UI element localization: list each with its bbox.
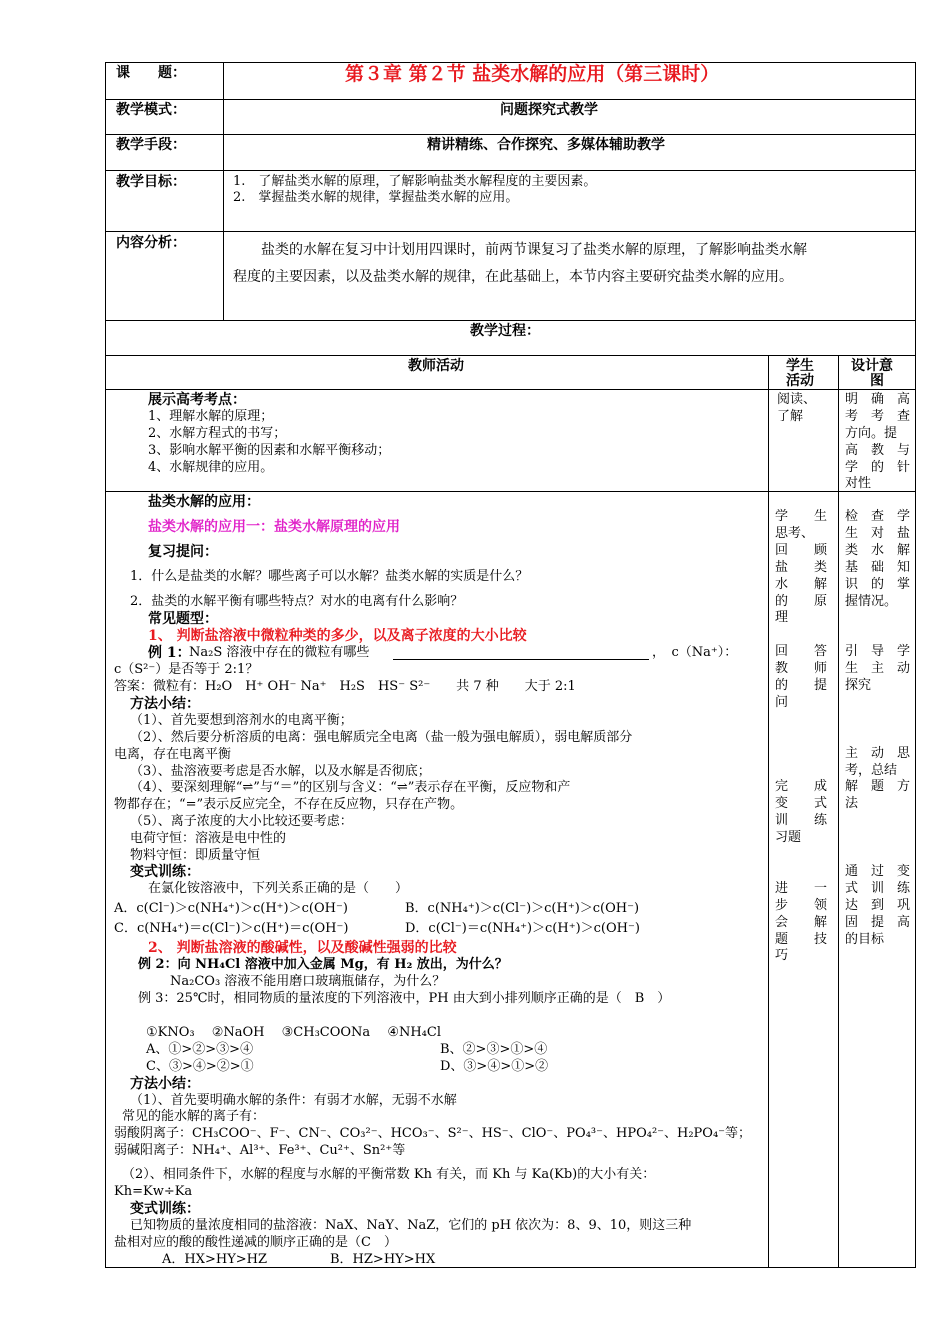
goal-item-2: 2. 掌握盐类水解的规律，掌握盐类水解的应用。 xyxy=(233,190,519,205)
method-3: （3）、盐溶液要考虑是否水解，以及水解是否彻底； xyxy=(130,764,431,779)
col-design-header-2: 图 xyxy=(870,373,884,389)
row2-design-intent-line: 生 对 盐 xyxy=(845,525,911,541)
means-label: 教学手段： xyxy=(116,137,186,153)
variant-training-title: 变式训练： xyxy=(130,864,200,880)
method-summary-title: 方法小结： xyxy=(130,696,200,712)
col-design-header-1: 设计意 xyxy=(851,358,893,374)
table-right-border xyxy=(915,62,916,1268)
row1-design-intent: 高 教 与 xyxy=(845,443,911,458)
row-divider xyxy=(105,170,916,171)
means-value: 精讲精练、合作探究、多媒体辅助教学 xyxy=(427,137,665,153)
row2-design-intent-line: 固 提 高 xyxy=(845,914,911,930)
row-divider xyxy=(105,491,916,492)
material-conservation: 物料守恒：即质量守恒 xyxy=(130,848,261,863)
row2-student-activity-line: 盐 类 xyxy=(775,559,828,575)
row2-student-activity-line: 水 解 xyxy=(775,576,828,592)
variant-1-option-a: A．c(Cl⁻)＞c(NH₄⁺)＞c(H⁺)＞c(OH⁻) xyxy=(114,901,348,916)
charge-conservation: 电荷守恒：溶液是电中性的 xyxy=(130,831,287,846)
example-2b: Na₂CO₃ 溶液不能用磨口玻璃瓶储存，为什么？ xyxy=(170,974,446,989)
col-student-header-2: 活动 xyxy=(786,373,814,389)
type-1-heading: 1、 判断盐溶液中微粒种类的多少，以及离子浓度的大小比较 xyxy=(148,628,527,644)
row2-design-intent-line: 基 础 知 xyxy=(845,559,911,575)
row2-design-intent-line: 探究 xyxy=(845,678,872,693)
row2-design-intent-line: 识 的 掌 xyxy=(845,576,911,592)
type-2-heading: 2、 判断盐溶液的酸碱性，以及酸碱性强弱的比较 xyxy=(148,940,457,956)
variant-1-option-b: B．c(NH₄⁺)＞c(Cl⁻)＞c(H⁺)＞c(OH⁻) xyxy=(405,901,640,916)
variant-2-option-b: B．HZ>HY>HX xyxy=(330,1252,436,1267)
example-3-option-d: D、③>④>①>② xyxy=(440,1059,549,1074)
variant-1-question: 在氯化铵溶液中，下列关系正确的是（ ） xyxy=(148,881,409,896)
example-2: 例 2：向 NH₄Cl 溶液中加入金属 Mg，有 H₂ 放出，为什么？ xyxy=(138,957,508,972)
mode-value: 问题探究式教学 xyxy=(500,102,598,118)
table-left-border xyxy=(105,62,106,1268)
row2-student-activity-line: 巧 xyxy=(775,948,789,964)
row2-student-activity-line: 变 式 xyxy=(775,796,828,812)
col-student-header-1: 学生 xyxy=(786,358,814,374)
example-3-option-a: A、①>②>③>④ xyxy=(146,1042,254,1057)
variant-training-2-title: 变式训练： xyxy=(130,1201,200,1217)
variant-2-question-2: 盐相对应的酸的酸性递减的顺序正确的是（C ） xyxy=(114,1235,397,1250)
lesson-title: 第３章 第２节 盐类水解的应用（第三课时） xyxy=(345,63,720,85)
row2-design-intent-line: 通 过 变 xyxy=(845,863,911,879)
mode-label: 教学模式： xyxy=(116,102,186,118)
col-teacher-header: 教师活动 xyxy=(408,358,464,374)
row1-design-intent: 明 确 高 xyxy=(845,392,911,407)
variant-1-option-d: D．c(Cl⁻)＝c(NH₄⁺)＞c(H⁺)＞c(OH⁻) xyxy=(405,921,640,936)
row2-design-intent-line: 检 查 学 xyxy=(845,509,911,524)
exam-point-3: 3、影响水解平衡的因素和水解平衡移动； xyxy=(148,443,391,458)
row2-student-activity-line: 会 解 xyxy=(775,914,828,930)
example-1-line-2: c（S²⁻）是否等于 2:1？ xyxy=(114,662,259,677)
goal-item-1: 1. 了解盐类水解的原理，了解影响盐类水解程度的主要因素。 xyxy=(233,174,597,189)
row2-student-activity-line: 回 答 xyxy=(775,644,828,660)
student-column-divider xyxy=(768,355,769,1267)
weak-acid-anions: 弱酸阴离子：CH₃COO⁻、F⁻、CN⁻、CO₃²⁻、HCO₃⁻、S²⁻、HS⁻、ClO⁻、PO₄³⁻、HPO₄²⁻、H₂PO₄⁻等； xyxy=(114,1126,752,1141)
variant-2-question-1: 已知物质的量浓度相同的盐溶液：NaX、NaY、NaZ，它们的 pH 依次为：8、9、10，则这三种 xyxy=(130,1218,692,1233)
method-summary-2-title: 方法小结： xyxy=(130,1076,200,1092)
row2-student-activity-line: 步 领 xyxy=(775,897,828,913)
hydrolyzable-ions-intro: 常见的能水解的离子有： xyxy=(122,1109,266,1124)
row-divider xyxy=(105,231,916,232)
row2-design-intent-line: 考，总结 xyxy=(845,762,898,778)
row2-design-intent-line: 握情况。 xyxy=(845,593,898,609)
label-column-divider xyxy=(223,62,224,320)
application-title: 盐类水解的应用： xyxy=(148,494,260,510)
row1-student-activity: 阅读、 xyxy=(777,392,817,407)
exam-point-1: 1、理解水解的原理； xyxy=(148,409,274,424)
row-divider xyxy=(105,99,916,100)
row2-student-activity-line: 的 原 xyxy=(775,593,828,609)
analysis-label: 内容分析： xyxy=(116,235,186,251)
row2-design-intent-line: 达 到 巩 xyxy=(845,897,911,913)
row2-student-activity-line: 完 成 xyxy=(775,779,828,795)
table-bottom-border xyxy=(105,1267,916,1268)
row2-student-activity-line: 训 练 xyxy=(775,813,828,829)
review-question-1: 1．什么是盐类的水解？哪些离子可以水解？盐类水解的实质是什么？ xyxy=(130,569,529,584)
method-5: （5）、离子浓度的大小比较还要考虑： xyxy=(130,814,353,829)
analysis-line-2: 程度的主要因素，以及盐类水解的规律，在此基础上，本节内容主要研究盐类水解的应用。 xyxy=(233,269,793,285)
example-3: 例 3：25℃时，相同物质的量浓度的下列溶液中，PH 由大到小排列顺序正确的是（ B ） xyxy=(138,991,671,1006)
row1-design-intent: 考 考 查 xyxy=(845,409,911,424)
row2-student-activity-line: 习题 xyxy=(775,830,802,846)
method-4b: 物都存在；“=”表示反应完全，不存在反应物，只存在产物。 xyxy=(114,797,464,812)
row1-design-intent: 方向。提 xyxy=(845,426,898,441)
application-1-title: 盐类水解的应用一：盐类水解原理的应用 xyxy=(148,519,400,535)
exam-point-4: 4、水解规律的应用。 xyxy=(148,460,274,475)
method-4a: （4）、要深刻理解“⇌”与“＝”的区别与含义：“⇌”表示存在平衡，反应物和产 xyxy=(130,780,571,795)
method-1: （1）、首先要想到溶剂水的电离平衡； xyxy=(130,713,353,728)
row2-student-activity-line: 题 技 xyxy=(775,931,828,947)
example-3-choices: ①KNO₃ ②NaOH ③CH₃COONa ④NH₄Cl xyxy=(146,1025,442,1040)
analysis-line-1: 盐类的水解在复习中计划用四课时，前两节课复习了盐类水解的原理，了解影响盐类水解 xyxy=(261,242,807,258)
row2-design-intent-line: 引 导 学 xyxy=(845,644,911,660)
row2-student-activity-line: 思考、 xyxy=(775,525,815,541)
answer-blank xyxy=(393,659,649,660)
review-question-2: 2．盐类的水解平衡有哪些特点？对水的电离有什么影响？ xyxy=(130,594,464,609)
row2-design-intent-line: 式 训 练 xyxy=(845,880,911,896)
row2-student-activity-line: 回 顾 xyxy=(775,542,828,558)
example-1-answer: 答案：微粒有：H₂O H⁺ OH⁻ Na⁺ H₂S HS⁻ S²⁻ 共 7 种 大于 2:1 xyxy=(114,679,576,694)
row1-student-activity: 了解 xyxy=(777,409,804,424)
method-2-2b: Kh=Kw÷Ka xyxy=(114,1184,193,1199)
common-types-title: 常见题型： xyxy=(148,611,218,627)
variant-2-option-a: A．HX>HY>HZ xyxy=(162,1252,268,1267)
example-1-label: 例 1： xyxy=(148,645,191,661)
row-divider xyxy=(105,355,916,356)
row2-student-activity-line: 进 一 xyxy=(775,880,828,896)
weak-base-cations: 弱碱阳离子：NH₄⁺、Al³⁺、Fe³⁺、Cu²⁺、Sn²⁺等 xyxy=(114,1143,406,1158)
row2-design-intent-line: 解 题 方 xyxy=(845,779,911,795)
row2-student-activity-line: 教 师 xyxy=(775,661,828,677)
example-1-text: Na₂S 溶液中存在的微粒有哪些 xyxy=(189,645,370,660)
row-divider xyxy=(105,389,916,390)
example-3-option-b: B、②>③>①>④ xyxy=(440,1042,548,1057)
exam-points-title: 展示高考考点： xyxy=(148,392,246,408)
row2-design-intent-line: 法 xyxy=(845,796,859,812)
method-2a: （2）、然后要分析溶质的电离：强电解质完全电离（盐一般为强电解质），弱电解质部分 xyxy=(130,730,633,745)
goal-label: 教学目标： xyxy=(116,174,186,190)
row2-student-activity-line: 学 生 xyxy=(775,509,828,524)
row2-student-activity-line: 的 提 xyxy=(775,678,828,693)
row1-design-intent: 对性 xyxy=(845,476,872,491)
method-2-2a: （2）、相同条件下，水解的程度与水解的平衡常数 Kh 有关，而 Kh 与 Ka(Kb)的大小有关： xyxy=(122,1167,656,1182)
method-2-1: （1）、首先要明确水解的条件：有弱才水解，无弱不水解 xyxy=(130,1093,457,1108)
variant-1-option-c: C．c(NH₄⁺)＝c(Cl⁻)＞c(H⁺)＝c(OH⁻) xyxy=(114,921,349,936)
process-label: 教学过程： xyxy=(470,323,540,339)
row2-student-activity-line: 问 xyxy=(775,694,789,710)
row2-design-intent-line: 生 主 动 xyxy=(845,661,911,677)
design-column-divider xyxy=(838,355,839,1267)
row2-student-activity-line: 理 xyxy=(775,610,789,626)
topic-label: 课 题： xyxy=(116,65,186,81)
row1-design-intent: 学 的 针 xyxy=(845,460,911,475)
example-1-tail: ， c（Na⁺）： xyxy=(652,645,738,660)
example-3-option-c: C、③>④>②>① xyxy=(146,1059,254,1074)
row-divider xyxy=(105,320,916,321)
row2-design-intent-line: 类 水 解 xyxy=(845,542,911,558)
exam-point-2: 2、水解方程式的书写； xyxy=(148,426,287,441)
row2-design-intent-line: 主 动 思 xyxy=(845,745,911,761)
review-title: 复习提问： xyxy=(148,544,218,560)
row-divider xyxy=(105,134,916,135)
method-2b: 电离，存在电离平衡 xyxy=(114,747,232,762)
row2-design-intent-line: 的目标 xyxy=(845,931,885,947)
